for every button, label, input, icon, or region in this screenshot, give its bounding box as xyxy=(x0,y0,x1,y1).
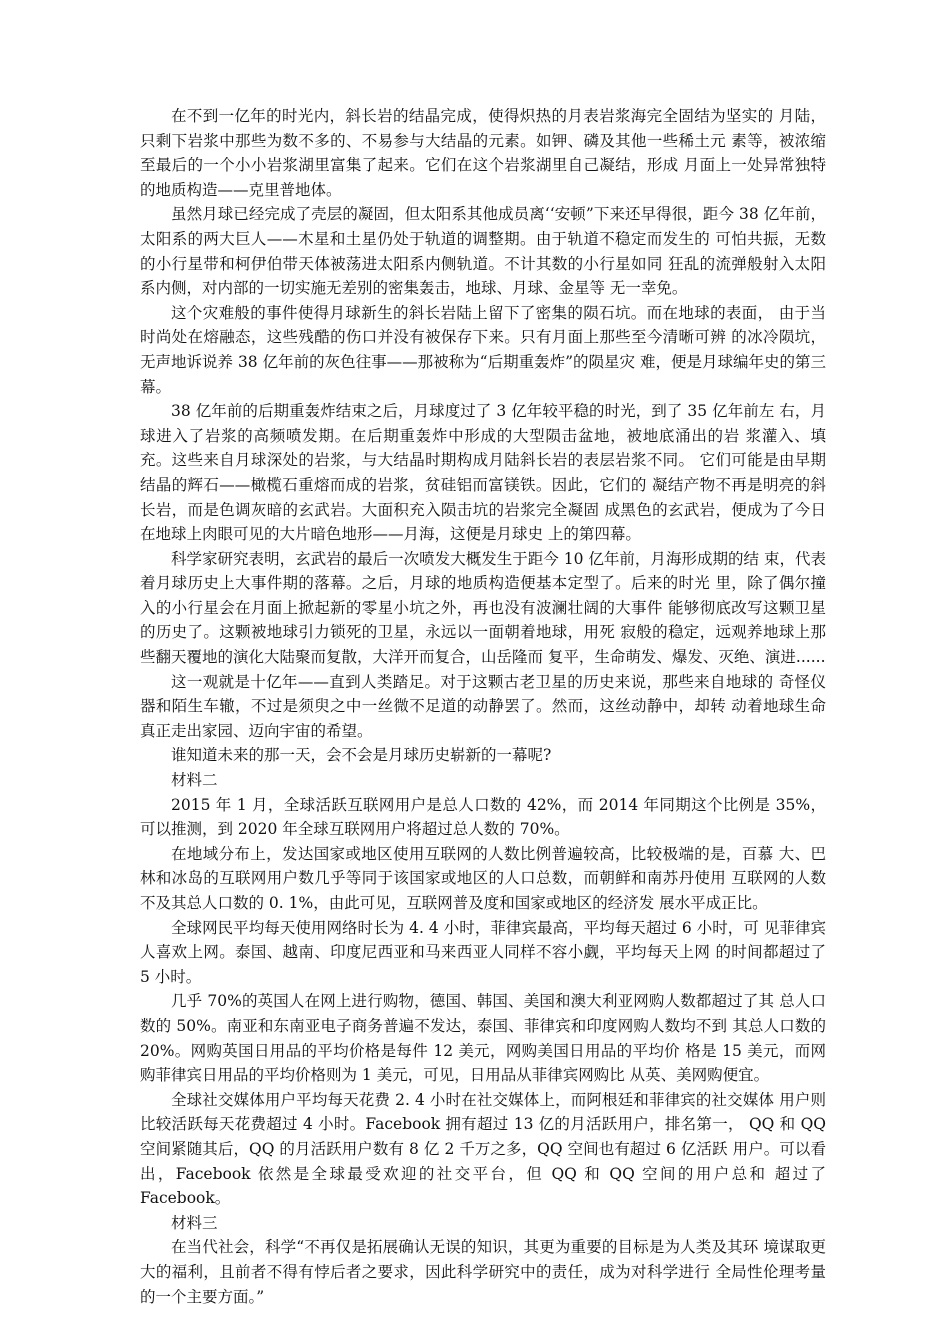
paragraph-5: 科学家研究表明，玄武岩的最后一次喷发大概发生于距今 10 亿年前，月海形成期的结 束，代表着月球历史上大事件期的落幕。之后，月球的地质构造便基本定型了。后来的时光 里，除了偶尔撞入的小行星会在月面上掀起新的零星小坑之外，再也没有波澜壮阔的大事件 能够彻底改写这颗卫星的历史了。这颗被地球引力锁死的卫星，永远以一面朝着地球，用死 寂般的稳定，远观养地球上那些翻天覆地的演化大陆聚而复散，大洋开而复合，山岳隆而 复平，生命萌发、爆发、灭绝、演进...... xyxy=(140,549,826,667)
paragraph-13: 在当代社会，科学“不再仅是拓展确认无误的知识，其更为重要的目标是为人类及其环 境谋取更大的福利，且前者不得有悖后者之要求，因此科学研究中的责任，成为对科学进行 全局性伦理考量的一个主要方面。” xyxy=(140,1238,826,1306)
section-heading-material-3: 材料三 xyxy=(171,1213,218,1232)
paragraph-3: 这个灾难般的事件使得月球新生的斜长岩陆上留下了密集的陨石坑。而在地球的表面， 由于当时尚处在熔融态，这些残酷的伤口并没有被保存下来。只有月面上那些至今清晰可辨 的冰冷陨坑， 无声地诉说养 38 亿年前的灰色往事——那被称为“后期重轰炸”的陨星灾 难，便是月球编年史的第三幕。 xyxy=(140,303,826,396)
paragraph-4: 38 亿年前的后期重轰炸结束之后，月球度过了 3 亿年较平稳的时光，到了 35 亿年前左 右，月球进入了岩浆的高频喷发期。在后期重轰炸中形成的大型陨击盆地，被地底涌出的岩 浆灌入、填充。这些来自月球深处的岩浆，与大结晶时期构成月陆斜长岩的表层岩浆不同。 它们可能是由早期结晶的辉石——橄榄石重熔而成的岩浆，贫硅铝而富镁铁。因此，它们的 凝结产物不再是明亮的斜长岩，而是色调灰暗的玄武岩。大面积充入陨击坑的岩浆完全凝固 成黑色的玄武岩，便成为了今日在地球上肉眼可见的大片暗色地形——月海，这便是月球史 上的第四幕。 xyxy=(140,402,826,544)
paragraph-7: 谁知道未来的那一天，会不会是月球历史崭新的一幕呢? xyxy=(171,746,552,765)
paragraph-8: 2015 年 1 月，全球活跃互联网用户是总人口数的 42%，而 2014 年同期这个比例是 35%， 可以推测，到 2020 年全球互联网用户将超过总人数的 70%。 xyxy=(140,795,826,839)
paragraph-10: 全球网民平均每天使用网络时长为 4. 4 小时，菲律宾最高，平均每天超过 6 小时，可 见菲律宾人喜欢上网。泰国、越南、印度尼西亚和马来西亚人同样不容小觑，平均每天上网 的时间都超过了 5 小时。 xyxy=(140,918,826,986)
paragraph-2: 虽然月球已经完成了壳层的凝固，但太阳系其他成员离‘‘安顿”下来还早得很，距今 38 亿年前，太阳系的两大巨人——木星和土星仍处于轨道的调整期。由于轨道不稳定而发生的 可怕共振，无数的小行星带和柯伊伯带天体被荡进太阳系内侧轨道。不计其数的小行星如同 狂乱的流弹般射入太阳系内侧，对内部的一切实施无差别的密集轰击，地球、月球、金星等 无一幸免。 xyxy=(140,205,826,298)
section-heading-material-2: 材料二 xyxy=(171,771,218,790)
document-body xyxy=(140,104,826,1309)
paragraph-9: 在地域分布上，发达国家或地区使用互联网的人数比例普遍较高，比较极端的是，百慕 大、巴林和冰岛的互联网用户数几乎等同于该国家或地区的人口总数，而朝鲜和南苏丹使用 互联网的人数不及其总人口数的 0. 1%，由此可见，互联网普及度和国家或地区的经济发 展水平成正比。 xyxy=(140,844,826,912)
paragraph-12: 全球社交媒体用户平均每天花费 2. 4 小时在社交媒体上，而阿根廷和菲律宾的社交媒体 用户则比较活跃每天花费超过 4 小时。Facebook 拥有超过 13 亿的月活跃用户，排名第一， QQ 和 QQ 空间紧随其后，QQ 的月活跃用户数有 8 亿 2 千万之多，QQ 空间也有超过 6 亿活跃 用户。可以看出，Facebook 依然是全球最受欢迎的社交平台，但 QQ 和 QQ 空间的用户总和 超过了 Facebook。 xyxy=(140,1090,826,1208)
paragraph-11: 几乎 70%的英国人在网上进行购物，德国、韩国、美国和澳大利亚网购人数都超过了其 总人口数的 50%。南亚和东南亚电子商务普遍不发达，泰国、菲律宾和印度网购人数均不到 其总人口数的 20%。网购英国日用品的平均价格是每件 12 美元，网购美国日用品的平均价 格是 15 美元，而网购菲律宾日用品的平均价格则为 1 美元，可见，日用品从菲律宾网购比 从英、美网购便宜。 xyxy=(140,992,826,1085)
paragraph-6: 这一观就是十亿年——直到人类踏足。对于这颗古老卫星的历史来说，那些来自地球的 奇怪仪器和陌生车辙，不过是须臾之中一丝微不足道的动静罢了。然而，这丝动静中，却转 动着地球生命真正走出家园、迈向宇宙的希望。 xyxy=(140,672,826,740)
paragraph-1: 在不到一亿年的时光内，斜长岩的结晶完成，使得炽热的月表岩浆海完全固结为坚实的 月陆，只剩下岩浆中那些为数不多的、不易参与大结晶的元素。如钾、磷及其他一些稀土元 素等，被浓缩至最后的一个小小岩浆湖里富集了起来。它们在这个岩浆湖里自己凝结，形成 月面上一处异常独特的地质构造——克里普地体。 xyxy=(140,107,826,199)
